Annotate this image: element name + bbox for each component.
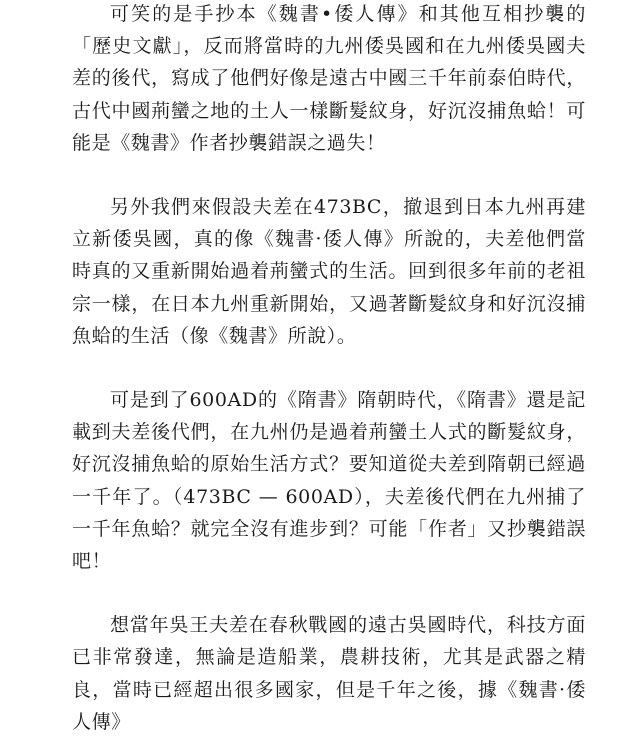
paragraph-3: 可是到了600AD的《隋書》隋朝時代，《隋書》還是記載到夫差後代們，在九州仍是過着荊蠻土人式的斷髮紋身，好沉沒捕魚蛤的原始生活方式？要知道從夫差到隋朝已經過一千年了。（473BC — 600AD），夫差後代們在九州捕了一千年魚蛤？就完全沒有進步到？可能「作者」又抄襲錯誤吧！ [72,389,586,573]
paragraph-2: 另外我們來假設夫差在473BC，撤退到日本九州再建立新倭吳國，真的像《魏書·倭人傳》所說的，夫差他們當時真的又重新開始過着荊蠻式的生活。回到很多年前的老祖宗一樣，在日本九州重新開始，又過著斷髮紋身和好沉沒捕魚蛤的生活（像《魏書》所說）。 [72,196,586,347]
paragraph-1: 可笑的是手抄本《魏書•倭人傳》和其他互相抄襲的「歷史文獻」，反而將當時的九州倭吳國和在九州倭吳國夫差的後代，寫成了他們好像是遠古中國三千年前泰伯時代，古代中國荊蠻之地的土人一樣斷髮紋身，好沉沒捕魚蛤！可能是《魏書》作者抄襲錯誤之過失！ [72,3,586,154]
paragraph-4: 想當年吳王夫差在春秋戰國的遠古吳國時代，科技方面已非常發達，無論是造船業，農耕技術，尤其是武器之精良，當時已經超出很多國家，但是千年之後，據《魏書·倭人傳》 [72,614,586,733]
